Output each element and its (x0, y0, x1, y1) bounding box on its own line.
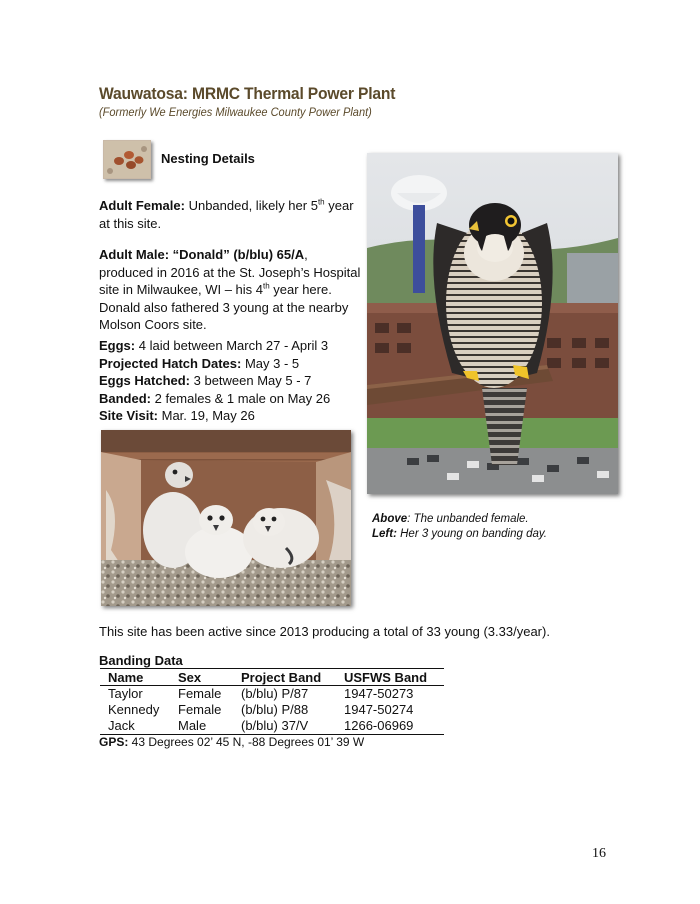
page-subtitle: (Formerly We Energies Milwaukee County Power Plant) (99, 105, 372, 119)
detail-site-visit: Site Visit: Mar. 19, May 26 (99, 408, 255, 423)
page-title: Wauwatosa: MRMC Thermal Power Plant (99, 84, 396, 103)
detail-eggs: Eggs: 4 laid between March 27 - April 3 (99, 338, 329, 353)
banding-data-table (100, 668, 444, 735)
adult-female-falcon-photo (367, 153, 618, 494)
detail-banded: Banded: 2 females & 1 male on May 26 (99, 390, 331, 406)
table-row: Kennedy Female (b/blu) P/88 1947-50274 (108, 702, 414, 717)
adult-male-paragraph: Adult Male: “Donald” (b/blu) 65/A, produced in 2016 at the St. Joseph’s Hospital site in Milwaukee, WI – his 4th year here. Donald also fathered 3 young at the nearby Molson Coors site. (99, 247, 361, 332)
gps-coordinates: GPS: 43 Degrees 02’ 45 N, -88 Degrees 01’ 39 W (99, 735, 365, 749)
col-usfws-band: USFWS Band (336, 669, 444, 686)
table-row: Jack Male (b/blu) 37/V 1266-06969 (100, 718, 444, 735)
nesting-details-heading: Nesting Details (161, 151, 255, 166)
adult-female-paragraph: Adult Female: Unbanded, likely her 5th year at this site. (99, 197, 354, 231)
banding-data-heading: Banding Data (99, 653, 183, 668)
adult-female-label: Adult Female: (99, 198, 185, 213)
detail-projected-hatch: Projected Hatch Dates: May 3 - 5 (99, 355, 300, 371)
nest-details-list (99, 337, 369, 425)
table-row: Taylor Female (b/blu) P/87 1947-50273 (108, 686, 414, 701)
col-project-band: Project Band (233, 669, 336, 686)
col-sex: Sex (170, 669, 233, 686)
eggs-thumbnail-image (103, 140, 151, 179)
col-name: Name (100, 669, 170, 686)
caption-left: Left: Her 3 young on banding day. (372, 528, 547, 540)
three-young-chicks-photo (101, 430, 351, 606)
site-summary: This site has been active since 2013 producing a total of 33 young (3.33/year). (99, 624, 550, 639)
page-number: 16 (592, 846, 606, 861)
detail-eggs-hatched: Eggs Hatched: 3 between May 5 - 7 (99, 373, 312, 388)
caption-above: Above: The unbanded female. (372, 513, 529, 525)
table-header-row (100, 669, 444, 686)
adult-male-label: Adult Male: “Donald” (b/blu) 65/A (99, 247, 305, 262)
